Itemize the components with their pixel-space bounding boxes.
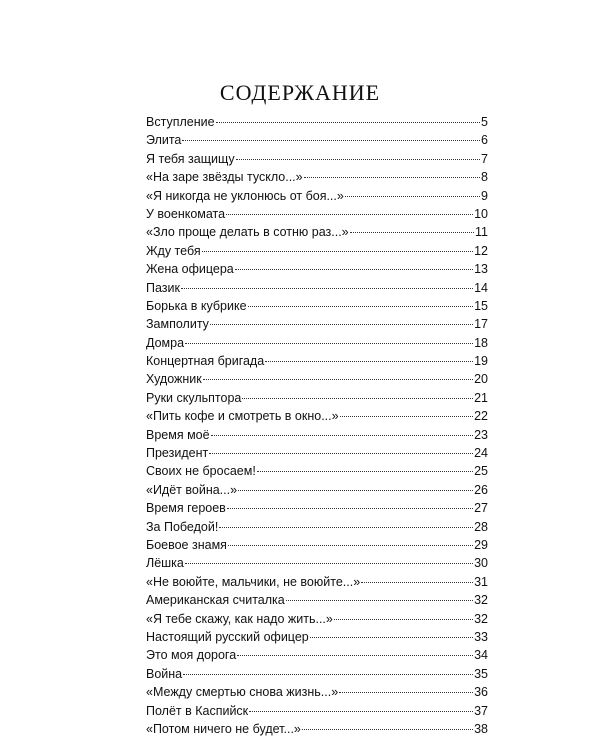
toc-entry-page-number: 24 [474, 446, 488, 461]
toc-entry-title: Президент [146, 446, 209, 461]
dot-leader [257, 471, 473, 472]
toc-entry-title: Жду тебя [146, 243, 201, 258]
toc-entry-title: «Я никогда не уклонюсь от боя...» [146, 188, 344, 203]
toc-entry-page-number: 14 [474, 280, 488, 295]
toc-entry [146, 334, 488, 352]
toc-entry-page-number: 15 [474, 298, 488, 313]
toc-entry-page-number: 19 [474, 354, 488, 369]
toc-entry-title: Домра [146, 335, 185, 350]
toc-entry-page-number: 30 [474, 556, 488, 571]
toc-entry-title: «Потом ничего не будет...» [146, 721, 301, 736]
toc-entry-title: «Не воюйте, мальчики, не воюйте...» [146, 574, 361, 589]
dot-leader [183, 674, 473, 675]
toc-entry-title: Боевое знамя [146, 537, 227, 552]
toc-entry-title: Война [146, 666, 183, 681]
toc-entry [146, 242, 488, 260]
toc-entry-page-number: 36 [474, 685, 488, 700]
dot-leader [219, 527, 473, 528]
toc-entry [146, 315, 488, 333]
toc-entry-title: «Между смертью снова жизнь...» [146, 685, 339, 700]
toc-entry-title: Полёт в Каспийск [146, 703, 249, 718]
toc-entry [146, 426, 488, 444]
dot-leader [248, 306, 474, 307]
toc-entry [146, 352, 488, 370]
dot-leader [345, 196, 480, 197]
toc-entry [146, 683, 488, 701]
toc-entry-page-number: 31 [474, 574, 488, 589]
toc-entry-title: «Я тебе скажу, как надо жить...» [146, 611, 333, 626]
toc-entry-title: Американская считалка [146, 593, 285, 608]
toc-entry [146, 702, 488, 720]
toc-list [146, 113, 488, 738]
toc-entry-title: Время моё [146, 427, 210, 442]
toc-entry-title: Вступление [146, 115, 215, 129]
dot-leader [185, 343, 473, 344]
dot-leader [350, 232, 474, 233]
dot-leader [302, 729, 473, 730]
toc-entry [146, 665, 488, 683]
dot-leader [361, 582, 473, 583]
toc-entry [146, 150, 488, 168]
toc-entry-page-number: 28 [474, 519, 488, 534]
toc-entry-title: Художник [146, 372, 202, 387]
toc-entry [146, 223, 488, 241]
toc-entry [146, 444, 488, 462]
toc-entry-page-number: 17 [474, 317, 488, 332]
dot-leader [226, 214, 473, 215]
toc-entry-page-number: 7 [481, 151, 488, 166]
toc-entry [146, 260, 488, 278]
dot-leader [211, 435, 474, 436]
toc-entry-page-number: 32 [474, 593, 488, 608]
toc-entry [146, 610, 488, 628]
toc-entry-page-number: 20 [474, 372, 488, 387]
dot-leader [202, 251, 473, 252]
toc-entry-page-number: 12 [474, 243, 488, 258]
toc-entry [146, 499, 488, 517]
toc-entry-title: Время героев [146, 501, 226, 516]
dot-leader [340, 416, 474, 417]
toc-entry-title: Замполиту [146, 317, 209, 332]
toc-entry-page-number: 5 [481, 115, 488, 129]
toc-entry-page-number: 23 [474, 427, 488, 442]
dot-leader [310, 637, 473, 638]
toc-entry-page-number: 6 [481, 133, 488, 148]
toc-entry [146, 187, 488, 205]
toc-entry-title: Концертная бригада [146, 354, 265, 369]
toc-entry-title: За Победой! [146, 519, 219, 534]
toc-entry-title: Элита [146, 133, 182, 148]
toc-entry-page-number: 25 [474, 464, 488, 479]
toc-entry [146, 536, 488, 554]
toc-entry-page-number: 22 [474, 409, 488, 424]
toc-entry-title: Жена офицера [146, 262, 234, 277]
dot-leader [334, 619, 473, 620]
toc-entry [146, 370, 488, 388]
dot-leader [339, 692, 473, 693]
toc-entry-page-number: 13 [474, 262, 488, 277]
toc-entry-page-number: 9 [481, 188, 488, 203]
toc-entry-title: Лёшка [146, 556, 184, 571]
toc-entry-page-number: 21 [474, 390, 488, 405]
dot-leader [242, 398, 473, 399]
dot-leader [210, 324, 473, 325]
toc-entry-title: Руки скульптора [146, 390, 242, 405]
toc-entry-title: Пазик [146, 280, 180, 295]
toc-entry-page-number: 35 [474, 666, 488, 681]
toc-entry-page-number: 18 [474, 335, 488, 350]
toc-entry-title: Борька в кубрике [146, 298, 247, 313]
toc-entry [146, 720, 488, 738]
toc-entry [146, 646, 488, 664]
toc-entry-page-number: 27 [474, 501, 488, 516]
toc-entry [146, 518, 488, 536]
toc-entry [146, 389, 488, 407]
dot-leader [235, 269, 473, 270]
toc-entry [146, 297, 488, 315]
toc-entry-title: «На заре звёзды тускло...» [146, 170, 303, 185]
toc-entry-title: У военкомата [146, 206, 226, 221]
toc-entry-page-number: 8 [481, 170, 488, 185]
toc-entry [146, 628, 488, 646]
toc-entry [146, 573, 488, 591]
toc-entry-page-number: 29 [474, 537, 488, 552]
toc-entry-page-number: 37 [474, 703, 488, 718]
toc-entry [146, 279, 488, 297]
toc-heading: СОДЕРЖАНИЕ [219, 80, 381, 105]
toc-entry [146, 168, 488, 186]
toc-entry [146, 591, 488, 609]
toc-entry [146, 462, 488, 480]
dot-leader [304, 177, 480, 178]
dot-leader [249, 711, 473, 712]
toc-entry-title: «Зло проще делать в сотню раз...» [146, 225, 349, 240]
toc-entry-title: Своих не бросаем! [146, 464, 256, 479]
toc-entry [146, 131, 488, 149]
toc-entry-page-number: 34 [474, 648, 488, 663]
dot-leader [227, 508, 473, 509]
dot-leader [228, 545, 473, 546]
dot-leader [236, 159, 480, 160]
toc-entry-page-number: 38 [474, 721, 488, 736]
dot-leader [181, 288, 473, 289]
toc-entry [146, 407, 488, 425]
toc-entry-page-number: 26 [474, 482, 488, 497]
toc-entry-title: Я тебя защищу [146, 151, 235, 166]
toc-entry [146, 554, 488, 572]
dot-leader [209, 453, 473, 454]
toc-entry-title: Настоящий русский офицер [146, 629, 309, 644]
toc-entry-page-number: 11 [475, 225, 488, 240]
dot-leader [216, 122, 480, 123]
toc-entry-title: Это моя дорога [146, 648, 237, 663]
toc-entry-page-number: 10 [474, 206, 488, 221]
toc-entry [146, 481, 488, 499]
toc-entry [146, 205, 488, 223]
toc-entry-title: «Идёт война...» [146, 482, 238, 497]
dot-leader [203, 379, 473, 380]
dot-leader [182, 140, 480, 141]
dot-leader [238, 490, 473, 491]
dot-leader [237, 655, 473, 656]
toc-entry [146, 113, 488, 131]
dot-leader [185, 563, 473, 564]
toc-entry-page-number: 32 [474, 611, 488, 626]
dot-leader [265, 361, 473, 362]
toc-entry-page-number: 33 [474, 629, 488, 644]
toc-entry-title: «Пить кофе и смотреть в окно...» [146, 409, 339, 424]
dot-leader [286, 600, 473, 601]
